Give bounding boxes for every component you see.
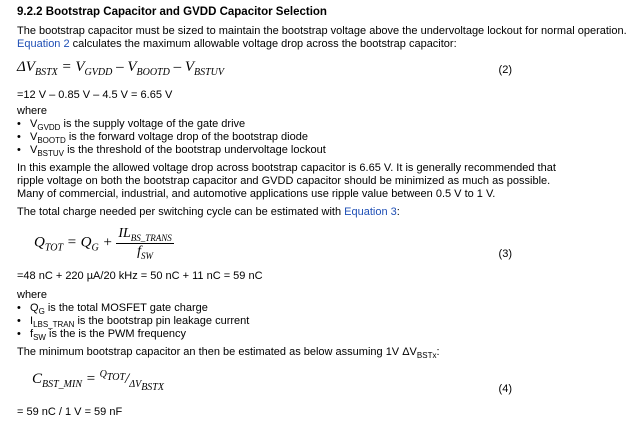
equation-4: $C_{BST\_MIN} = ^{Q_{TOT}}/_{\Delta V_{BSTX}}$: [32, 369, 164, 393]
where-label-1: where: [17, 105, 47, 117]
paragraph-4: The minimum bootstrap capacitor an then be estimated as below assuming 1V $\Delta V_{BSTx}$:: [17, 346, 440, 361]
equation-3-link[interactable]: Equation 3: [344, 206, 397, 218]
equation-3-number: (3): [498, 248, 512, 260]
bullet-item: $f_{SW}$ is the is the PWM frequency: [30, 328, 186, 343]
bullet-item: $Q_G$ is the total MOSFET gate charge: [30, 302, 208, 317]
equation-4-result: = 59 nC / 1 V = 59 nF: [17, 406, 123, 418]
equation-3: $Q_{TOT} = Q_G$ + $\frac{IL_{BS\_TRANS}}{f_{SW}}$: [34, 226, 172, 261]
intro-text: The bootstrap capacitor must be sized to maintain the bootstrap voltage above the undervoltage lockout for normal operation.: [17, 25, 627, 37]
bullet-dot: •: [17, 315, 21, 327]
equation-4-number: (4): [498, 383, 512, 395]
bullet-dot: •: [17, 328, 21, 340]
equation-2-result: =12 V – 0.85 V – 4.5 V = 6.65 V: [17, 89, 173, 101]
bullet-item: $V_{BOOTD}$ is the forward voltage drop of the bootstrap diode: [30, 131, 308, 146]
equation-2-number: (2): [498, 64, 512, 76]
bullet-dot: •: [17, 118, 21, 130]
paragraph-3: The total charge needed per switching cycle can be estimated with Equation 3:: [17, 206, 400, 218]
bullet-item: $I_{LBS\_TRAN}$ is the bootstrap pin leakage current: [30, 315, 250, 330]
equation-2-link[interactable]: Equation 2: [17, 38, 70, 50]
paragraph-2-line-3: Many of commercial, industrial, and automotive applications use ripple value between 0.5 V to 1 V.: [17, 188, 496, 200]
bullet-item: $V_{GVDD}$ is the supply voltage of the gate drive: [30, 118, 246, 133]
equation-3-result: =48 nC + 220 µA/20 kHz = 50 nC + 11 nC = 59 nC: [17, 270, 263, 282]
bullet-item: $V_{BSTUV}$ is the threshold of the bootstrap undervoltage lockout: [30, 144, 326, 159]
equation-2: $\Delta V_{BSTX} = V_{GVDD} - V_{BOOTD} - V_{BSTUV}$: [17, 59, 225, 78]
paragraph-2-line-2: ripple voltage on both the bootstrap capacitor and GVDD capacitor should be minimized as much as possible.: [17, 175, 551, 187]
intro-line-2: [17, 38, 457, 51]
intro-line-1: [17, 25, 627, 38]
equation-3-fraction: $\frac{IL_{BS\_TRANS}}{f_{SW}}$: [118, 226, 172, 261]
bullet-dot: •: [17, 302, 21, 314]
where-label-2: where: [17, 289, 47, 301]
bullet-dot: •: [17, 131, 21, 143]
paragraph-2-line-1: In this example the allowed voltage drop across bootstrap capacitor is 6.65 V. It is generally recommended that: [17, 162, 556, 174]
bullet-dot: •: [17, 144, 21, 156]
section-heading: 9.2.2 Bootstrap Capacitor and GVDD Capacitor Selection: [17, 6, 327, 18]
intro-text-after: calculates the maximum allowable voltage drop across the bootstrap capacitor:: [72, 38, 457, 50]
